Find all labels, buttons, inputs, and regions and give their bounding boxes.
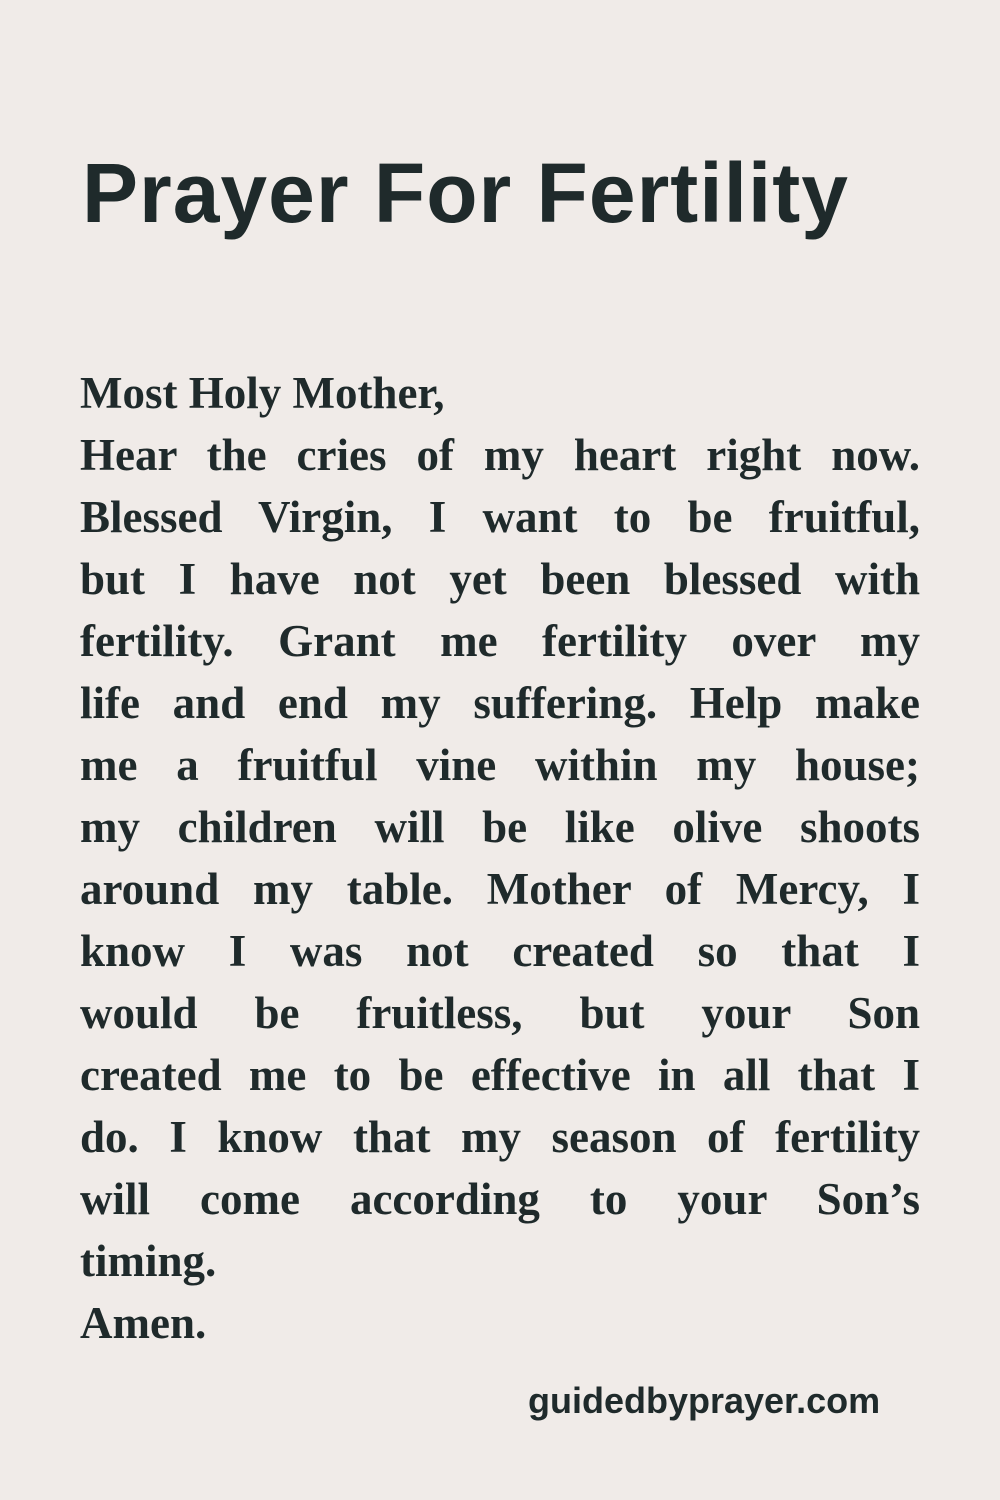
page-title: Prayer For Fertility	[82, 146, 849, 240]
website-credit: guidedbyprayer.com	[528, 1380, 881, 1421]
prayer-line: fertility. Grant me fertility over my	[80, 616, 920, 666]
prayer-line: Amen.	[80, 1298, 207, 1348]
prayer-line: timing.	[80, 1236, 217, 1286]
prayer-line: Blessed Virgin, I want to be fruitful,	[80, 492, 920, 542]
prayer-line: around my table. Mother of Mercy, I	[80, 864, 920, 914]
prayer-line: do. I know that my season of fertility	[80, 1112, 920, 1162]
prayer-line: Hear the cries of my heart right now.	[80, 430, 920, 480]
prayer-line: my children will be like olive shoots	[80, 802, 920, 852]
prayer-line: but I have not yet been blessed with	[80, 554, 920, 604]
prayer-line: know I was not created so that I	[80, 926, 920, 976]
prayer-line: would be fruitless, but your Son	[80, 988, 920, 1038]
prayer-line: Most Holy Mother,	[80, 368, 445, 418]
prayer-text	[80, 362, 920, 1354]
prayer-line: life and end my suffering. Help make	[80, 678, 920, 728]
prayer-line: will come according to your Son’s	[80, 1174, 920, 1224]
prayer-line: created me to be effective in all that I	[80, 1050, 920, 1100]
prayer-line: me a fruitful vine within my house;	[80, 740, 920, 790]
